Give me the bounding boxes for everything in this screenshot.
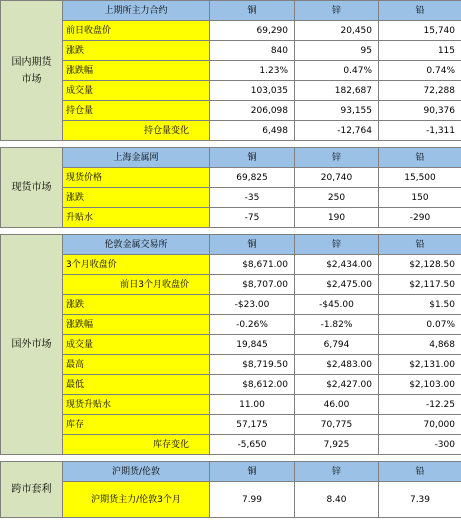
cell-lead: 90,376 <box>379 101 461 121</box>
header-zinc: 锌 <box>295 462 379 482</box>
cell-lead: $1.50 <box>379 295 461 315</box>
table-row <box>1 121 461 141</box>
cell-copper: -5,650 <box>210 435 295 455</box>
row-label: 库存变化 <box>63 435 210 455</box>
row-label: 持仓量变化 <box>63 121 210 141</box>
table-row <box>1 295 461 315</box>
cell-copper: 69,825 <box>210 168 295 188</box>
cell-copper: 6,498 <box>210 121 295 141</box>
header-lead: 铅 <box>379 462 461 482</box>
cell-lead: 0.74% <box>379 61 461 81</box>
cell-copper: 1.23% <box>210 61 295 81</box>
header-copper: 铜 <box>210 1 295 21</box>
row-label: 现货升贴水 <box>63 395 210 415</box>
table-row <box>1 435 461 455</box>
table-row <box>1 375 461 395</box>
cell-zinc: 8.40 <box>295 482 379 518</box>
cell-lead: -12.25 <box>379 395 461 415</box>
cell-lead: $2,117.50 <box>379 275 461 295</box>
cell-copper: 7.99 <box>210 482 295 518</box>
cell-lead: 0.07% <box>379 315 461 335</box>
cell-copper: 57,175 <box>210 415 295 435</box>
cell-zinc: 20,740 <box>295 168 379 188</box>
section-gap <box>1 228 461 235</box>
section-gap <box>1 455 461 462</box>
cell-lead: 4,868 <box>379 335 461 355</box>
header-copper: 铜 <box>210 235 295 255</box>
row-label: 前日3个月收盘价 <box>63 275 210 295</box>
section-spot: 现货市场 <box>1 148 63 228</box>
cell-zinc: 0.47% <box>295 61 379 81</box>
table-row <box>1 208 461 228</box>
cell-copper: 19,845 <box>210 335 295 355</box>
domestic-header-row <box>1 1 461 21</box>
cross-header-row <box>1 462 461 482</box>
cell-lead: -1,311 <box>379 121 461 141</box>
header-zinc: 锌 <box>295 148 379 168</box>
section-foreign: 国外市场 <box>1 235 63 455</box>
row-label: 前日收盘价 <box>63 21 210 41</box>
row-label: 成交量 <box>63 81 210 101</box>
row-label: 涨跌 <box>63 188 210 208</box>
cell-copper: 11.00 <box>210 395 295 415</box>
divider <box>1 141 461 148</box>
cell-copper: -35 <box>210 188 295 208</box>
table-row <box>1 188 461 208</box>
cell-lead: 7.39 <box>379 482 461 518</box>
row-label: 现货价格 <box>63 168 210 188</box>
cell-copper: -0.26% <box>210 315 295 335</box>
cell-copper: $8,671.00 <box>210 255 295 275</box>
table-row <box>1 255 461 275</box>
header-lead: 铅 <box>379 1 461 21</box>
cell-copper: $8,707.00 <box>210 275 295 295</box>
table-row <box>1 168 461 188</box>
cell-zinc: $2,483.00 <box>295 355 379 375</box>
row-label: 最低 <box>63 375 210 395</box>
header-copper: 铜 <box>210 148 295 168</box>
row-label: 涨跌 <box>63 295 210 315</box>
cell-zinc: 20,450 <box>295 21 379 41</box>
cell-zinc: 6,794 <box>295 335 379 355</box>
cell-zinc: -1.82% <box>295 315 379 335</box>
cell-lead: 15,740 <box>379 21 461 41</box>
cell-lead: 15,500 <box>379 168 461 188</box>
cell-zinc: 190 <box>295 208 379 228</box>
row-label: 持仓量 <box>63 101 210 121</box>
table-row <box>1 61 461 81</box>
table-row <box>1 21 461 41</box>
cell-lead: 115 <box>379 41 461 61</box>
cell-copper: -$23.00 <box>210 295 295 315</box>
divider <box>1 228 461 235</box>
cell-lead: $2,128.50 <box>379 255 461 275</box>
cell-zinc: -$45.00 <box>295 295 379 315</box>
cell-copper: 103,035 <box>210 81 295 101</box>
foreign-header-row <box>1 235 461 255</box>
spot-header-row <box>1 148 461 168</box>
table-row <box>1 41 461 61</box>
cell-zinc: 182,687 <box>295 81 379 101</box>
cell-lead: $2,103.00 <box>379 375 461 395</box>
table-row <box>1 482 461 518</box>
table-row <box>1 315 461 335</box>
cell-lead: 150 <box>379 188 461 208</box>
section-cross: 跨市套利 <box>1 462 63 518</box>
cell-lead: $2,131.00 <box>379 355 461 375</box>
cell-zinc: 95 <box>295 41 379 61</box>
table-row <box>1 395 461 415</box>
row-label: 涨跌幅 <box>63 61 210 81</box>
header-exchange: 伦敦金属交易所 <box>63 235 210 255</box>
cell-copper: $8,612.00 <box>210 375 295 395</box>
table-row <box>1 101 461 121</box>
header-copper: 铜 <box>210 462 295 482</box>
header-contract: 上期所主力合约 <box>63 1 210 21</box>
cell-copper: 840 <box>210 41 295 61</box>
row-label: 最高 <box>63 355 210 375</box>
table-row <box>1 275 461 295</box>
cell-zinc: 250 <box>295 188 379 208</box>
cell-copper: -75 <box>210 208 295 228</box>
cell-copper: 206,098 <box>210 101 295 121</box>
cell-copper: 69,290 <box>210 21 295 41</box>
row-label: 沪期货主力/伦敦3个月 <box>63 482 210 518</box>
header-lead: 铅 <box>379 235 461 255</box>
cell-zinc: $2,475.00 <box>295 275 379 295</box>
divider <box>1 455 461 462</box>
row-label: 库存 <box>63 415 210 435</box>
header-lead: 铅 <box>379 148 461 168</box>
table-row <box>1 415 461 435</box>
cell-zinc: 70,775 <box>295 415 379 435</box>
section-gap <box>1 141 461 148</box>
cell-zinc: $2,434.00 <box>295 255 379 275</box>
header-zinc: 锌 <box>295 1 379 21</box>
table-row <box>1 335 461 355</box>
row-label: 涨跌 <box>63 41 210 61</box>
cell-lead: 72,288 <box>379 81 461 101</box>
cell-lead: 70,000 <box>379 415 461 435</box>
cell-zinc: $2,427.00 <box>295 375 379 395</box>
row-label: 3个月收盘价 <box>63 255 210 275</box>
table-row <box>1 355 461 375</box>
cell-zinc: 93,155 <box>295 101 379 121</box>
header-zinc: 锌 <box>295 235 379 255</box>
cell-lead: -300 <box>379 435 461 455</box>
cell-zinc: 46.00 <box>295 395 379 415</box>
row-label: 涨跌幅 <box>63 315 210 335</box>
header-ratio: 沪期货/伦敦 <box>63 462 210 482</box>
table-row <box>1 81 461 101</box>
row-label: 成交量 <box>63 335 210 355</box>
cell-lead: -290 <box>379 208 461 228</box>
cell-zinc: 7,925 <box>295 435 379 455</box>
header-source: 上海金属网 <box>63 148 210 168</box>
cell-zinc: -12,764 <box>295 121 379 141</box>
cell-copper: $8,719.50 <box>210 355 295 375</box>
section-domestic: 国内期货市场 <box>1 1 63 141</box>
row-label: 升贴水 <box>63 208 210 228</box>
